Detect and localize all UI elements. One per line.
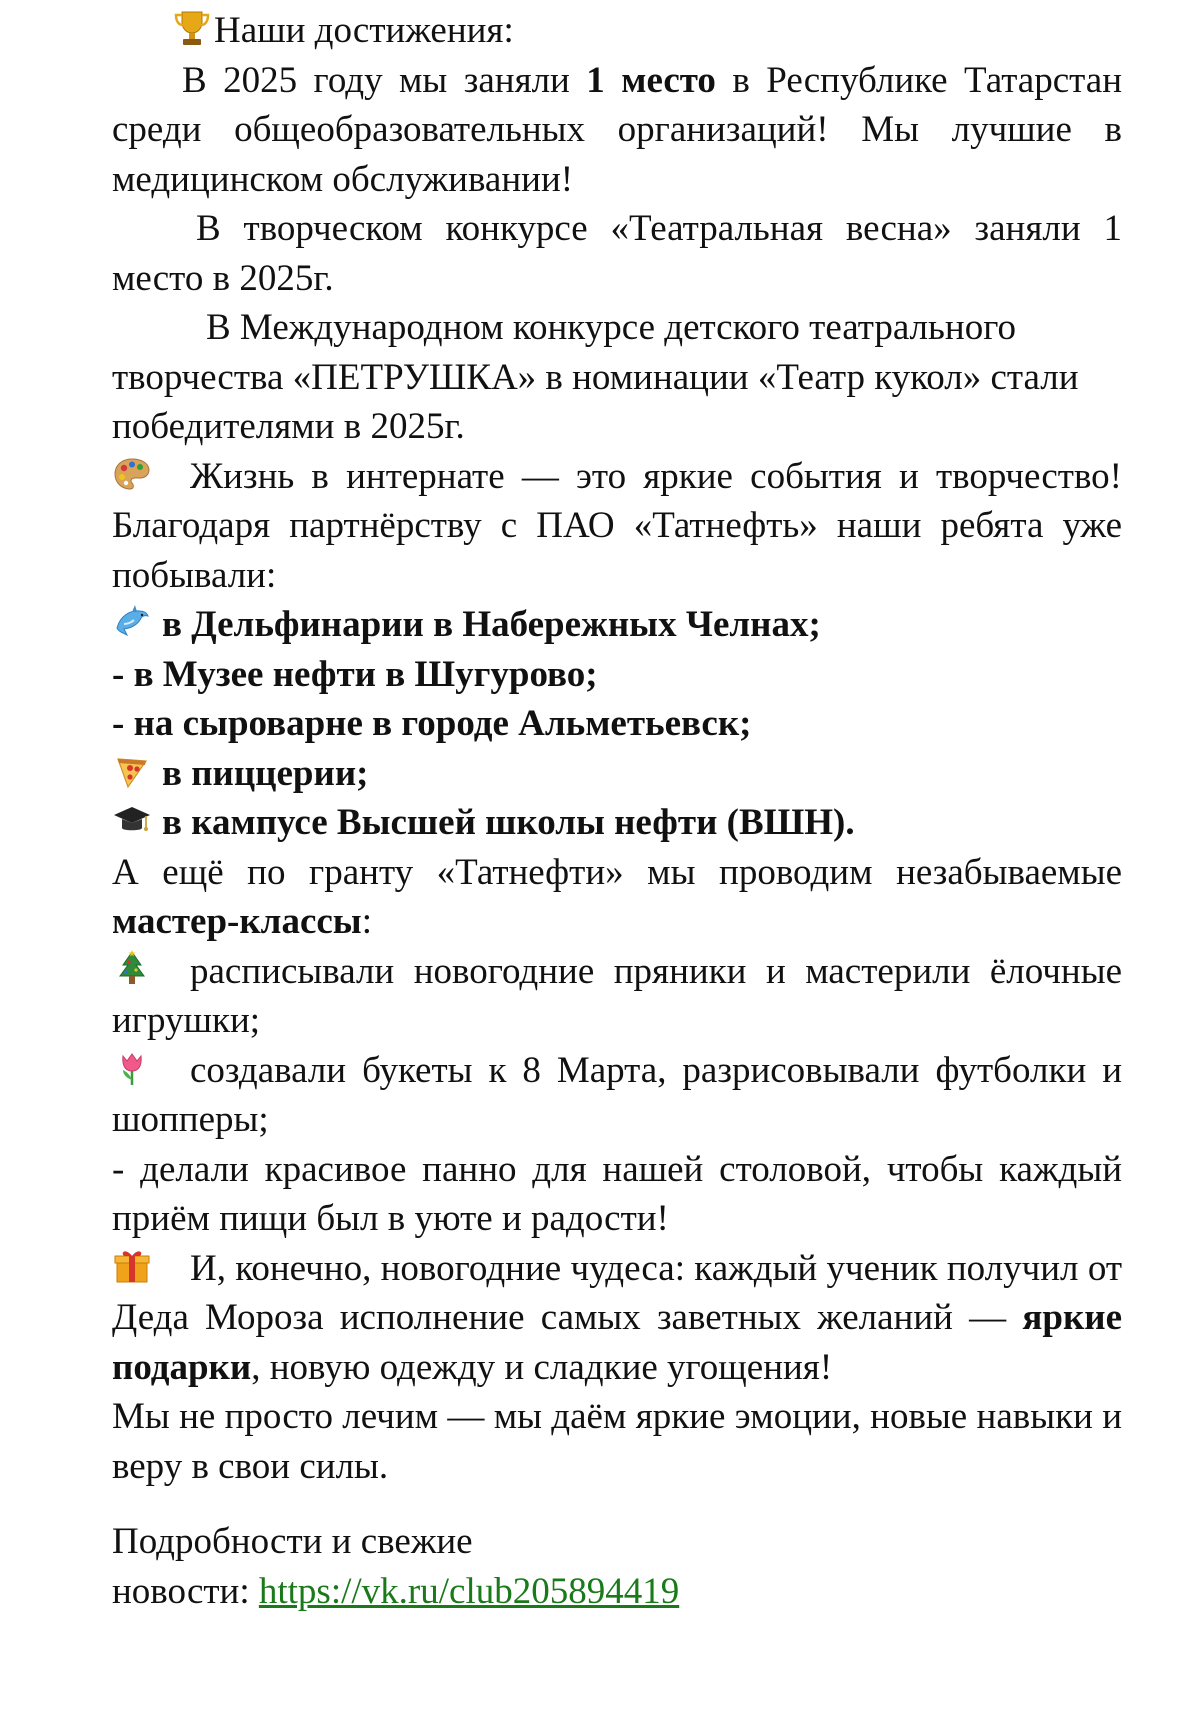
masterclass-bouquets-text: создавали букеты к 8 Марта, разрисовывали футболки и шопперы; bbox=[112, 1049, 1122, 1140]
masterclass-panel: - делали красивое панно для нашей столовой, чтобы каждый приём пищи был в уюте и радости! bbox=[112, 1148, 1122, 1239]
vk-club-link[interactable]: https://vk.ru/club205894419 bbox=[258, 1570, 680, 1612]
masterclass-gingerbread bbox=[112, 947, 1122, 1046]
footer-line2: новости: bbox=[112, 1570, 259, 1612]
achievements-heading bbox=[112, 6, 1122, 56]
tulip-icon bbox=[112, 1048, 152, 1088]
masterclasses-intro bbox=[112, 848, 1122, 947]
achievements-heading-text: Наши достижения: bbox=[214, 10, 514, 51]
trophy-icon bbox=[172, 8, 212, 48]
masterclasses-intro-bold: мастер-классы bbox=[112, 901, 362, 942]
visit-cheese-factory: - на сыроварне в городе Альметьевск; bbox=[112, 703, 752, 744]
graduation-cap-icon bbox=[112, 800, 152, 840]
achievement-first-place-post: в Республике Татарстан среди общеобразовательных организаций! Мы лучшие в медицинском обслуживании! bbox=[112, 59, 1122, 200]
newyear-miracles-post: , новую одежду и сладкие угощения! bbox=[251, 1346, 833, 1388]
visit-oil-museum: - в Музее нефти в Шугурово; bbox=[112, 653, 598, 695]
pizza-icon bbox=[112, 751, 152, 791]
newyear-miracles bbox=[112, 1244, 1122, 1393]
masterclass-gingerbread-text: расписывали новогодние пряники и мастерили ёлочные игрушки; bbox=[112, 950, 1122, 1041]
visit-dolphinarium-text: в Дельфинарии в Набережных Челнах; bbox=[162, 604, 821, 645]
achievement-first-place-bold: 1 место bbox=[586, 59, 716, 101]
footer-details bbox=[112, 1517, 1122, 1616]
newyear-miracles-pre: И, конечно, новогодние чудеса: каждый ученик получил от Деда Мороза исполнение самых заветных желаний — bbox=[112, 1247, 1122, 1338]
internet-life-intro-text: Жизнь в интернате — это яркие события и творчество! Благодаря партнёрству с ПАО «Татнефть» наши ребята уже побывали: bbox=[112, 455, 1122, 596]
achievement-first-place-pre: В 2025 году мы заняли bbox=[182, 59, 587, 101]
achievement-first-place bbox=[112, 56, 1122, 205]
dolphin-icon bbox=[112, 602, 152, 642]
achievement-theatre-spring: В творческом конкурсе «Театральная весна» заняли 1 место в 2025г. bbox=[112, 208, 1122, 299]
masterclasses-intro-pre: А ещё по гранту «Татнефти» мы проводим незабываемые bbox=[112, 851, 1122, 893]
christmas-tree-icon bbox=[112, 949, 152, 989]
visit-dolphinarium bbox=[112, 600, 1122, 650]
visit-pizzeria-text: в пиццерии; bbox=[162, 752, 369, 794]
gift-icon bbox=[112, 1246, 152, 1286]
achievement-petrushka: В Международном конкурсе детского театрального творчества «ПЕТРУШКА» в номинации «Театр кукол» стали победителями в 2025г. bbox=[112, 307, 1079, 447]
masterclass-bouquets bbox=[112, 1046, 1122, 1145]
internet-life-intro bbox=[112, 452, 1122, 601]
newyear-miracles-bold: яркие подарки bbox=[112, 1297, 1122, 1388]
palette-icon bbox=[112, 454, 152, 494]
visit-oil-school-campus-text: в кампусе Высшей школы нефти (ВШН). bbox=[162, 802, 855, 843]
visit-pizzeria bbox=[112, 749, 1122, 799]
closing-statement: Мы не просто лечим — мы даём яркие эмоции, новые навыки и веру в свои силы. bbox=[112, 1396, 1122, 1487]
masterclasses-intro-post: : bbox=[361, 901, 372, 942]
visit-oil-school-campus bbox=[112, 798, 1122, 848]
document-body bbox=[112, 6, 1122, 1616]
footer-line1: Подробности и свежие bbox=[112, 1521, 473, 1562]
